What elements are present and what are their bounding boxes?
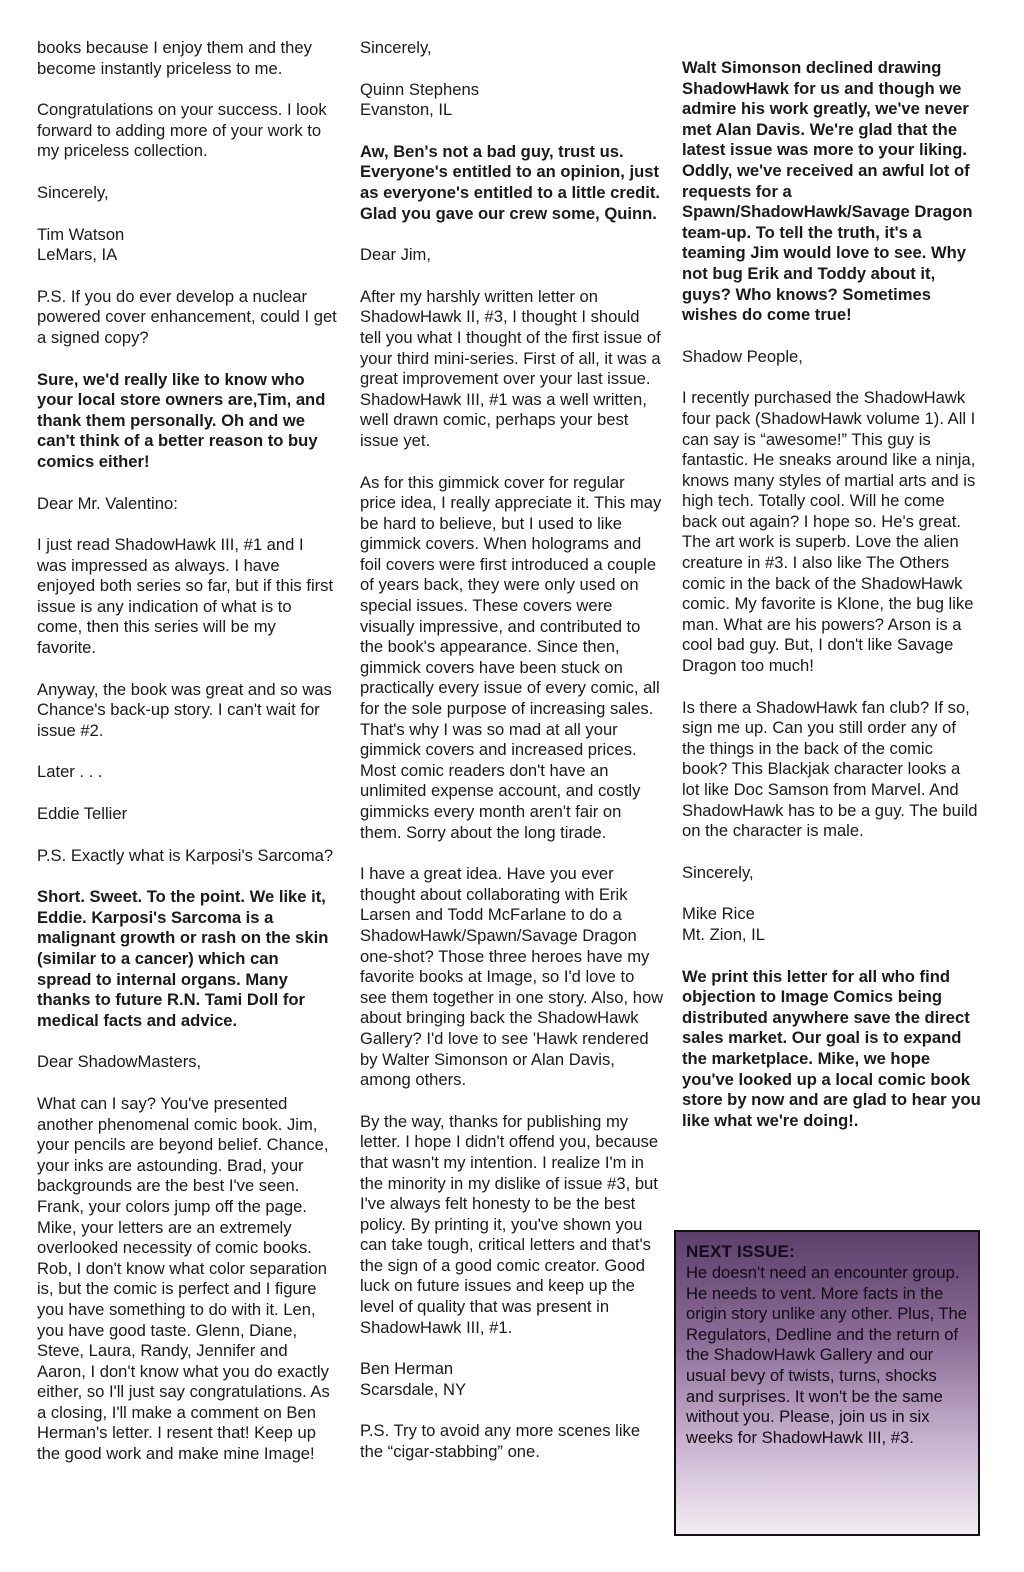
letter-paragraph: Dear Jim, <box>360 245 431 265</box>
editor-reply: Short. Sweet. To the point. We like it, Eddie. Karposi's Sarcoma is a malignant growth or rash on the skin (similar to a cancer) which can spread to internal organs. Many thanks to future R.N. Tami Doll for medical facts and advice. <box>37 887 329 1030</box>
letters-column-1 <box>37 38 337 1486</box>
letter-paragraph: P.S. If you do ever develop a nuclear powered cover enhancement, could I get a signed copy? <box>37 286 337 347</box>
next-issue-title: NEXT ISSUE: <box>686 1242 795 1261</box>
letter-paragraph: Quinn Stephens Evanston, IL <box>360 79 480 120</box>
letter-paragraph: Sincerely, <box>682 862 754 882</box>
letter-paragraph: Mike Rice Mt. Zion, IL <box>682 904 765 944</box>
editor-reply: We print this letter for all who find objection to Image Comics being distributed anywhere save the direct sales market. Our goal is to expand the marketplace. Mike, we hope you've looked up a local comic book store by now and are glad to hear you like what we're doing!. <box>682 966 981 1130</box>
letter-paragraph: By the way, thanks for publishing my letter. I hope I didn't offend you, because that wasn't my intention. I realize I'm in the minority in my dislike of issue #3, but I've always felt honesty to be the best policy. By printing it, you've shown you can take tough, critical letters and that's the sign of a good comic creator. Good luck on future issues and keep up the level of quality that was present in ShadowHawk III, #1. <box>360 1111 659 1337</box>
letter-paragraph: Later . . . <box>37 762 103 782</box>
letter-paragraph: Tim Watson LeMars, IA <box>37 224 125 265</box>
letter-paragraph: I have a great idea. Have you ever thought about collaborating with Erik Larsen and Todd McFarlane to do a ShadowHawk/Spawn/Savage Dragon one-shot? Those three heroes have my favorite books at Image, so I'd love to see them together in one story. Also, how about bringing back the ShadowHawk Gallery? I'd love to see 'Hawk rendered by Walter Simonson or Alan Davis, among others. <box>360 864 664 1090</box>
letters-column-3 <box>682 58 982 1152</box>
letter-paragraph: Sincerely, <box>360 38 432 57</box>
letter-paragraph: Sincerely, <box>37 182 109 202</box>
letters-column-2 <box>360 38 664 1484</box>
next-issue-text: He doesn't need an encounter group. He needs to vent. More facts in the origin story unlike any other. Plus, The Regulators, Dedline and the return of the ShadowHawk Gallery and our usual bevy of twists, turns, shocks and surprises. It won't be the same without you. Please, join us in six weeks for ShadowHawk III, #3. <box>686 1263 968 1447</box>
letter-paragraph: Congratulations on your success. I look forward to adding more of your work to my priceless collection. <box>37 100 327 161</box>
letter-paragraph: As for this gimmick cover for regular price idea, I really appreciate it. This may be hard to believe, but I used to like gimmick covers. When holograms and foil covers were first introduced a couple of years back, they were only used on special issues. These covers were visually impressive, and contributed to the book's appearance. Since then, gimmick covers have been stuck on practically every issue of every comic, all for the sole purpose of increasing sales. That's why I was so mad at all your gimmick covers and increased prices. Most comic readers don't have an unlimited expense account, and costly gimmicks every month aren't fair on them. Sorry about the long tirade. <box>360 472 662 842</box>
letter-paragraph: P.S. Try to avoid any more scenes like the “cigar-stabbing” one. <box>360 1421 641 1462</box>
editor-reply: Aw, Ben's not a bad guy, trust us. Everyone's entitled to an opinion, just as everyone's entitled to a little credit. Glad you gave our crew some, Quinn. <box>360 141 660 223</box>
letter-paragraph: Dear ShadowMasters, <box>37 1052 202 1072</box>
letter-paragraph: I recently purchased the ShadowHawk four pack (ShadowHawk volume 1). All I can say is “awesome!” This guy is fantastic. He sneaks around like a ninja, knows many styles of martial arts and is high tech. Totally cool. Will he come back out again? I hope so. He's great. The art work is superb. Love the alien creature in #3. I also like The Others comic in the back of the ShadowHawk comic. My favorite is Klone, the bug like man. What are his powers? Arson is a cool bad guy. But, I don't like Savage Dragon too much! <box>682 388 976 676</box>
letter-paragraph: I just read ShadowHawk III, #1 and I was impressed as always. I have enjoyed both series so far, but if this first issue is any indication of what is to come, then this series will be my favorite. <box>37 535 334 658</box>
next-issue-box <box>674 1230 980 1536</box>
letter-paragraph: Anyway, the book was great and so was Chance's back-up story. I can't wait for issue #2. <box>37 679 332 740</box>
editor-reply: Sure, we'd really like to know who your local store owners are,Tim, and thank them personally. Oh and we can't think of a better reason to buy comics either! <box>37 369 326 471</box>
letter-paragraph: Eddie Tellier <box>37 804 128 824</box>
letter-paragraph: Is there a ShadowHawk fan club? If so, sign me up. Can you still order any of the things in the back of the comic book? This Blackjak character looks a lot like Doc Samson from Marvel. And ShadowHawk has to be a guy. The build on the character is male. <box>682 697 978 841</box>
letter-paragraph: After my harshly written letter on ShadowHawk II, #3, I thought I should tell you what I thought of the first issue of your third mini-series. First of all, it was a great improvement over your last issue. ShadowHawk III, #1 was a well written, well drawn comic, perhaps your best issue yet. <box>360 286 661 450</box>
letter-paragraph: Dear Mr. Valentino: <box>37 493 178 513</box>
editor-reply: Walt Simonson declined drawing ShadowHawk for us and though we admire his work greatly, we've never met Alan Davis. We're glad that the latest issue was more to your liking. Oddly, we've received an awful lot of requests for a Spawn/ShadowHawk/Savage Dragon team-up. To tell the truth, it's a teaming Jim would love to see. Why not bug Erik and Toddy about it, guys? Who knows? Sometimes wishes do come true! <box>682 58 973 325</box>
letter-paragraph: Shadow People, <box>682 346 803 366</box>
letter-paragraph: books because I enjoy them and they become instantly priceless to me. <box>37 38 312 78</box>
letter-paragraph: Ben Herman Scarsdale, NY <box>360 1359 467 1399</box>
letter-paragraph: What can I say? You've presented another phenomenal comic book. Jim, your pencils are beyond belief. Chance, your inks are astounding. Brad, your backgrounds are the best I've seen. Frank, your colors jump off the page. Mike, your letters are an extremely overlooked necessity of comic books. Rob, I don't know what color separation is, but the comic is perfect and I figure you have something to do with it. Len, you have good taste. Glenn, Diane, Steve, Laura, Randy, Jennifer and Aaron, I don't know what you do exactly either, so I'll just say congratulations. As a closing, I'll make a comment on Ben Herman's letter. I resent that! Keep up the good work and make mine Image! <box>37 1093 330 1464</box>
letter-paragraph: P.S. Exactly what is Karposi's Sarcoma? <box>37 845 334 865</box>
